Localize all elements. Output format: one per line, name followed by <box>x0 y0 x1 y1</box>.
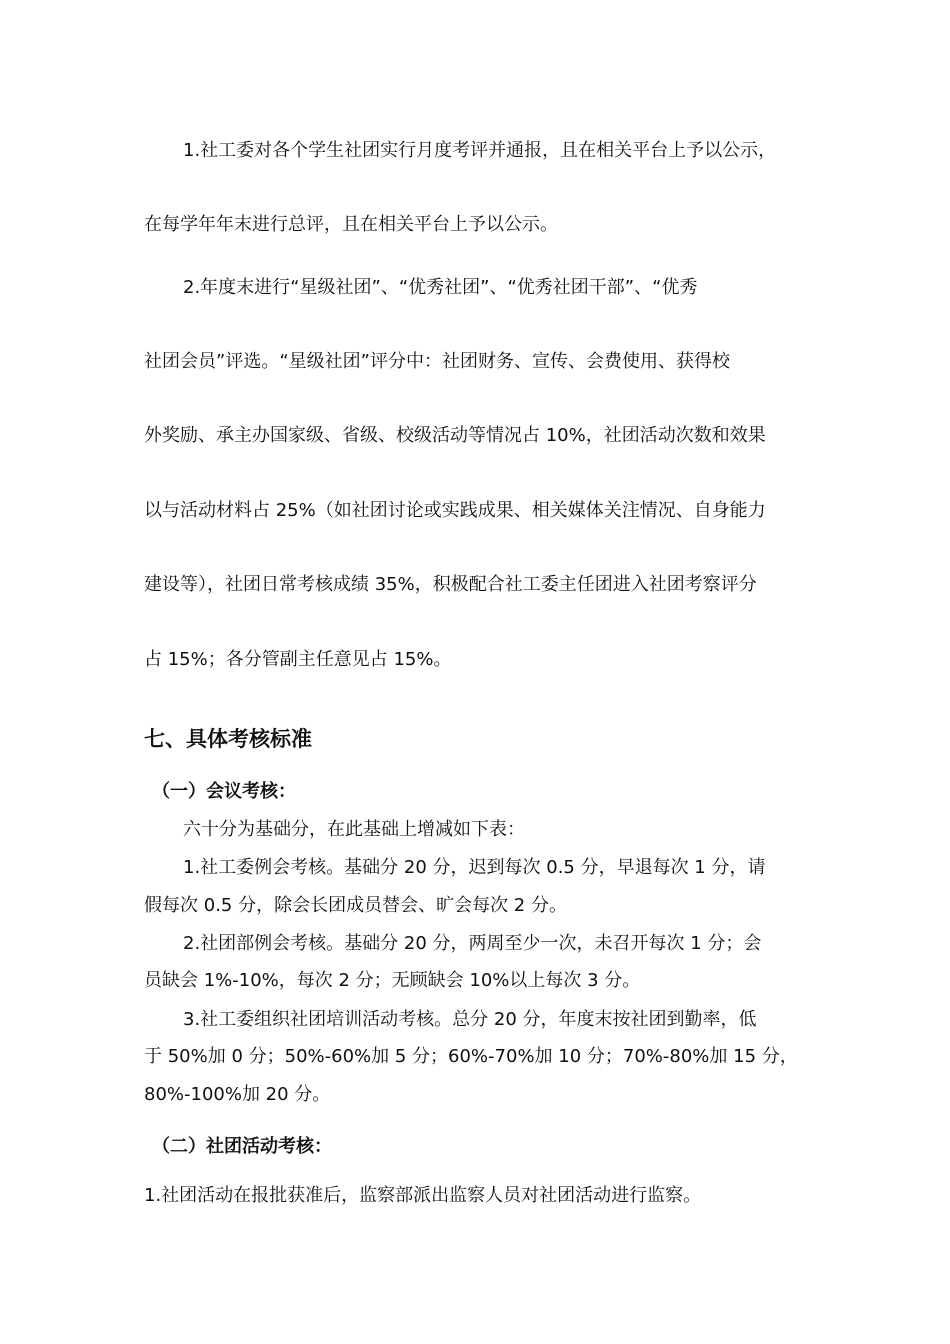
paragraph-line: 1.社工委例会考核。基础分 20 分，迟到每次 0.5 分，早退每次 1 分，请 <box>183 857 766 878</box>
paragraph-line: 1.社工委对各个学生社团实行月度考评并通报，且在相关平台上予以公示， <box>183 140 777 161</box>
paragraph-line: 六十分为基础分，在此基础上增减如下表： <box>183 819 525 840</box>
paragraph-line: 外奖励、承主办国家级、省级、校级活动等情况占 10%，社团活动次数和效果 <box>144 425 766 446</box>
paragraph-line: 假每次 0.5 分，除会长团成员替会、旷会每次 2 分。 <box>144 895 567 916</box>
paragraph-line: 占 15%；各分管副主任意见占 15%。 <box>144 649 452 670</box>
subsection-title: （二）社团活动考核： <box>152 1136 332 1157</box>
subsection-title: （一）会议考核： <box>152 781 296 802</box>
paragraph-line: 建设等），社团日常考核成绩 35%，积极配合社工委主任团进入社团考察评分 <box>144 574 757 595</box>
paragraph-line: 80%-100%加 20 分。 <box>144 1084 331 1105</box>
paragraph-line: 社团会员”评选。“星级社团”评分中：社团财务、宣传、会费使用、获得校 <box>144 351 730 372</box>
paragraph-line: 在每学年年末进行总评，且在相关平台上予以公示。 <box>144 214 558 235</box>
paragraph-line: 以与活动材料占 25%（如社团讨论或实践成果、相关媒体关注情况、自身能力 <box>144 500 766 521</box>
paragraph-line: 3.社工委组织社团培训活动考核。总分 20 分，年度末按社团到勤率，低 <box>183 1009 757 1030</box>
section-heading: 七、具体考核标准 <box>144 727 312 751</box>
paragraph-line: 2.年度末进行“星级社团”、“优秀社团”、“优秀社团干部”、“优秀 <box>183 277 698 298</box>
paragraph-line: 1.社团活动在报批获准后，监察部派出监察人员对社团活动进行监察。 <box>144 1185 702 1206</box>
paragraph-line: 2.社团部例会考核。基础分 20 分，两周至少一次，未召开每次 1 分；会 <box>183 933 762 954</box>
paragraph-line: 于 50%加 0 分；50%-60%加 5 分；60%-70%加 10 分；70%-80%加 15 分， <box>144 1046 798 1067</box>
paragraph-line: 员缺会 1%-10%，每次 2 分；无顾缺会 10%以上每次 3 分。 <box>144 970 641 991</box>
